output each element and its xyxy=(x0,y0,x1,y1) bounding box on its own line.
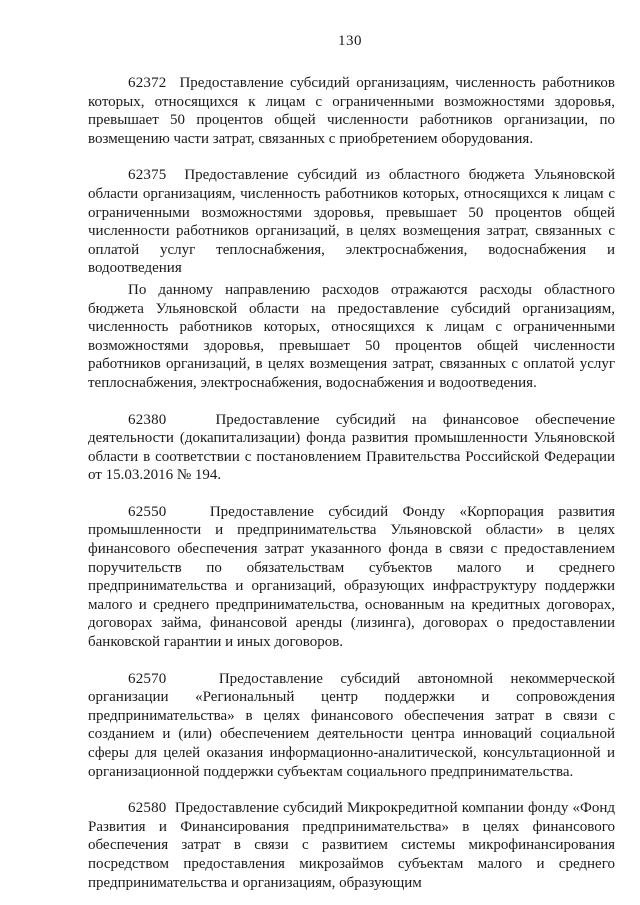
entry-62550 xyxy=(88,503,615,652)
entry-code: 62375 xyxy=(128,167,167,184)
entry-62372 xyxy=(88,74,615,148)
entry-62380 xyxy=(88,411,615,485)
document-body xyxy=(88,74,615,892)
entry-text: Предоставление субсидий из областного бюджета Ульяновской области организациям, численность работников которых, относящихся к лицам с ограниченными возможностями здоровья, превышает 50 процентов общей численности работников организаций, в целях возмещения затрат, связанных с оплатой услуг теплоснабжения, электроснабжения, водоснабжения и водоотведения xyxy=(88,167,615,277)
entry-code: 62372 xyxy=(128,75,167,91)
entry-code: 62550 xyxy=(128,503,167,520)
entry-62580 xyxy=(88,799,615,892)
entry-text: Предоставление субсидий автономной некоммерческой организации «Региональный центр поддержки и сопровождения предпринимательства» в целях финансового обеспечения затрат в связи с созданием и (или) обеспечением деятельности центра инноваций социальной сферы для целей оказания информационно-аналитической, консультационной и организационной поддержки субъектам социального предпринимательства. xyxy=(88,670,615,780)
entry-62375-description xyxy=(88,281,615,393)
entry-62570 xyxy=(88,670,615,782)
entry-text: Предоставление субсидий организациям, численность работников которых, относящихся к лицам с ограниченными возможностями здоровья, превышает 50 процентов общей численности работников организации, по возмещению части затрат, связанных с приобретением оборудования. xyxy=(88,75,616,147)
entry-code: 62580 xyxy=(128,800,167,817)
entry-text: По данному направлению расходов отражаются расходы областного бюджета Ульяновской области на предоставление субсидий организациям, численность работников которых, относящихся к лицам с ограниченными возможностями здоровья, превышает 50 процентов общей численности работников организаций, в целях возмещения затрат, связанных с оплатой услуг теплоснабжения, электроснабжения, водоснабжения и водоотведения. xyxy=(88,281,615,391)
entry-62375 xyxy=(88,166,615,278)
page-number: 130 xyxy=(338,33,362,49)
entry-text: Предоставление субсидий на финансовое обеспечение деятельности (докапитализации) фонда развития промышленности Ульяновской области в соответствии с постановлением Правительства Российской Федерации от 15.03.2016 № 194. xyxy=(88,411,615,484)
entry-text: Предоставление субсидий Фонду «Корпорация развития промышленности и предпринимательства Ульяновской области» в целях финансового обеспечения затрат указанного фонда в связи с предоставлением поручительств по обязательствам субъектов малого и среднего предпринимательства и организаций, образующих инфраструктуру поддержки малого и среднего предпринимательства, основанным на кредитных договорах, договорах займа, финансовой аренды (лизинга), договорах о предоставлении банковской гарантии и иных договоров. xyxy=(88,503,615,651)
entry-code: 62380 xyxy=(128,411,167,428)
entry-code: 62570 xyxy=(128,670,167,687)
entry-text: Предоставление субсидий Микрокредитной компании фонду «Фонд Развития и Финансирования предпринимательства» в целях финансового обеспечения затрат в связи с развитием системы микрофинансирования посредством предоставления микрозаймов субъектам малого и среднего предпринимательства и организациям, образующим xyxy=(88,800,615,891)
